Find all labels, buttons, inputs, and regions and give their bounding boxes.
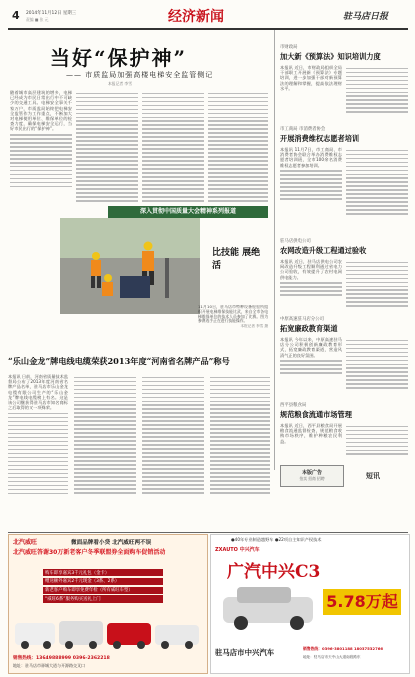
ad-rule — [8, 532, 408, 533]
cable-col-4 — [210, 374, 270, 524]
ad-right-phone: 销售热线：0396-3801188 18037532766 — [303, 646, 384, 651]
lead-subhead: —— 市质监局加强高楼电梯安全监管侧记 — [66, 71, 214, 79]
ad-right-address: 地址：驻马店市天中山大道南段路东 — [303, 655, 361, 659]
brief-highway-body: 本报讯 今年以来，中原高速驻马店分公司积极创新廉政教育形式，拓宽廉政教育渠道，营造风清气正的良好氛围。 — [280, 337, 342, 358]
cable-col-2 — [74, 374, 136, 524]
caption-body: 11月10日，驻马店市特种设备检验所组织开展电梯维保技能比武，来自全市各电梯维保单位的技术人员参加了比赛。图为参赛选手正在进行技能操作。 — [198, 305, 268, 324]
ad-zxauto — [210, 534, 410, 674]
caption-title: 比技能 展绝活 — [212, 248, 261, 271]
brief-grain — [280, 402, 408, 502]
brief-highway — [280, 316, 408, 402]
elevator-photo — [60, 218, 200, 314]
ad-beijing-weiwang — [8, 534, 208, 674]
ad-left-item: 赠送额外嘉宾2千元现金（3系、2系） — [43, 578, 163, 585]
cable-headline: “乐山金龙”牌电线电缆荣获2013年度“河南省名牌产品”称号 — [8, 356, 230, 366]
brief-power — [280, 238, 408, 318]
ad-left-items — [43, 569, 163, 603]
cable-col-1 — [8, 374, 68, 524]
brief-finance-headline: 加大新《预算法》知识培训力度 — [280, 52, 381, 61]
ad-left-item: 购车即享嘉宾3千元礼包（金卡） — [43, 569, 163, 576]
page-number: 4 — [12, 9, 20, 22]
ad-left-promo: 微面品牌看小贷 北汽威旺两不误 — [71, 540, 152, 546]
brief-finance-kicker: 市财政局 — [280, 45, 298, 50]
ad-right-car-image — [215, 583, 325, 633]
ad-left-item: 新老客户购车即享免费年检（所有威旺车型） — [43, 587, 163, 594]
brief-grain-headline: 规范粮食流通市场管理 — [280, 410, 352, 419]
ad-right-price: 5.78万起 — [326, 592, 398, 611]
small-ad-label: 本版广告 — [301, 470, 322, 476]
ad-right-model: 广汽中兴C3 — [227, 562, 321, 582]
ad-left-hotline: 销售热线：13649888999 0396-2362218 — [13, 656, 110, 661]
ad-left-address: 地址：驻马店市驿城大道与开源路交叉口 — [13, 663, 85, 668]
ad-right-dealer: 驻马店市中兴汽车 — [215, 648, 275, 657]
ad-right-brand: ZXAUTO 中兴汽车 — [215, 547, 260, 553]
brief-highway-kicker: 中原高速驻马店分公司 — [280, 317, 324, 322]
lead-body: 随着城市高层建筑的增多，电梯已经成为市民日常出行中不可缺少的交通工具。电梯安全事关千家万户，市质监局始终把电梯安全监管作为工作重点，不断加大对电梯使用单位、维保单位的检查力度，确保电梯安全运行，当好市民出行的“保护神”。 — [10, 90, 72, 132]
lead-byline: 本报记者 李雪 — [108, 81, 132, 86]
paper-name: 驻马店日报 — [343, 12, 389, 22]
column-divider — [274, 30, 275, 470]
section-title: 经济新闻 — [168, 9, 224, 25]
date-line: 2014年11月12日 星期三 — [26, 11, 77, 16]
series-banner — [108, 206, 268, 218]
masthead-rule — [8, 28, 408, 30]
brief-grain-kicker: 西平县粮食局 — [280, 403, 307, 408]
cable-story — [8, 356, 270, 526]
brief-grain-body: 本报讯 近日，西平县粮食局开展粮食流通监督检查，规范粮食收购市场秩序，维护种粮农民利益。 — [280, 423, 342, 444]
ad-left-cars-image — [13, 613, 203, 653]
brief-consumer-body: 本报讯 11月7日，市工商局、市消费者协会联合举办消费维权志愿者培训班，全市100余名消费维权志愿者参加培训。 — [280, 147, 342, 168]
small-ad-label2: 拍卖 招商 招聘 — [299, 476, 325, 481]
short-news-tag: 短讯 — [366, 472, 380, 480]
brief-consumer — [280, 126, 408, 236]
cable-body: 本报讯 日前，河南省质量技术监督局公布了2013年度河南省名牌产品名单，驻马店市乐山金龙电缆有限公司生产的“乐山金龙”牌电线电缆榜上有名。这是该公司继获得驻马店市知名商标之后取得的又一项殊荣。 — [8, 374, 68, 411]
cable-col-3 — [142, 374, 204, 524]
series-banner-text: 深入贯彻中国质量大会精神系列报道 — [139, 208, 236, 215]
small-ad-box — [280, 465, 344, 487]
brief-power-kicker: 驻马店供电公司 — [280, 239, 311, 244]
brief-consumer-kicker: 市工商局 市消费者协会 — [280, 127, 326, 132]
ad-left-item: “威旺6系”服务购买送礼上门 — [43, 595, 163, 602]
ad-left-slogan: 北汽威旺答谢30万新老客户冬季联盟券全面购车促销活动 — [13, 549, 166, 556]
brief-power-body: 本报讯 近日，驻马店供电公司农网改造升级工程顺利通过省电力公司验收，有效提升了农村电网供电能力。 — [280, 259, 342, 280]
brief-highway-headline: 拓宽廉政教育渠道 — [280, 324, 338, 333]
brief-finance-body: 本报讯 近日，市财政局组织全局干部职工开展新《预算法》专题培训，进一步加强干部对新预算法的理解和掌握，提高依法理财水平。 — [280, 65, 342, 91]
brief-finance — [280, 44, 408, 122]
brief-power-headline: 农网改造升级工程通过验收 — [280, 246, 367, 255]
brief-consumer-headline: 开展消费维权志愿者培训 — [280, 134, 360, 143]
right-column — [280, 34, 408, 534]
editor-line: 责编 ■ 张 元 — [26, 17, 49, 22]
lead-body-col-1 — [10, 90, 72, 230]
photo-caption — [198, 245, 268, 333]
ad-right-price-box — [323, 589, 401, 615]
ad-left-brand: 北汽威旺 — [13, 539, 38, 546]
caption-credit: 本报记者 李雪 摄 — [240, 324, 268, 329]
lead-headline: 当好“保护神” — [50, 46, 188, 70]
ad-right-top-line: ●40年专业制造越野车 ●22项自主知识产权技术 — [231, 537, 322, 542]
